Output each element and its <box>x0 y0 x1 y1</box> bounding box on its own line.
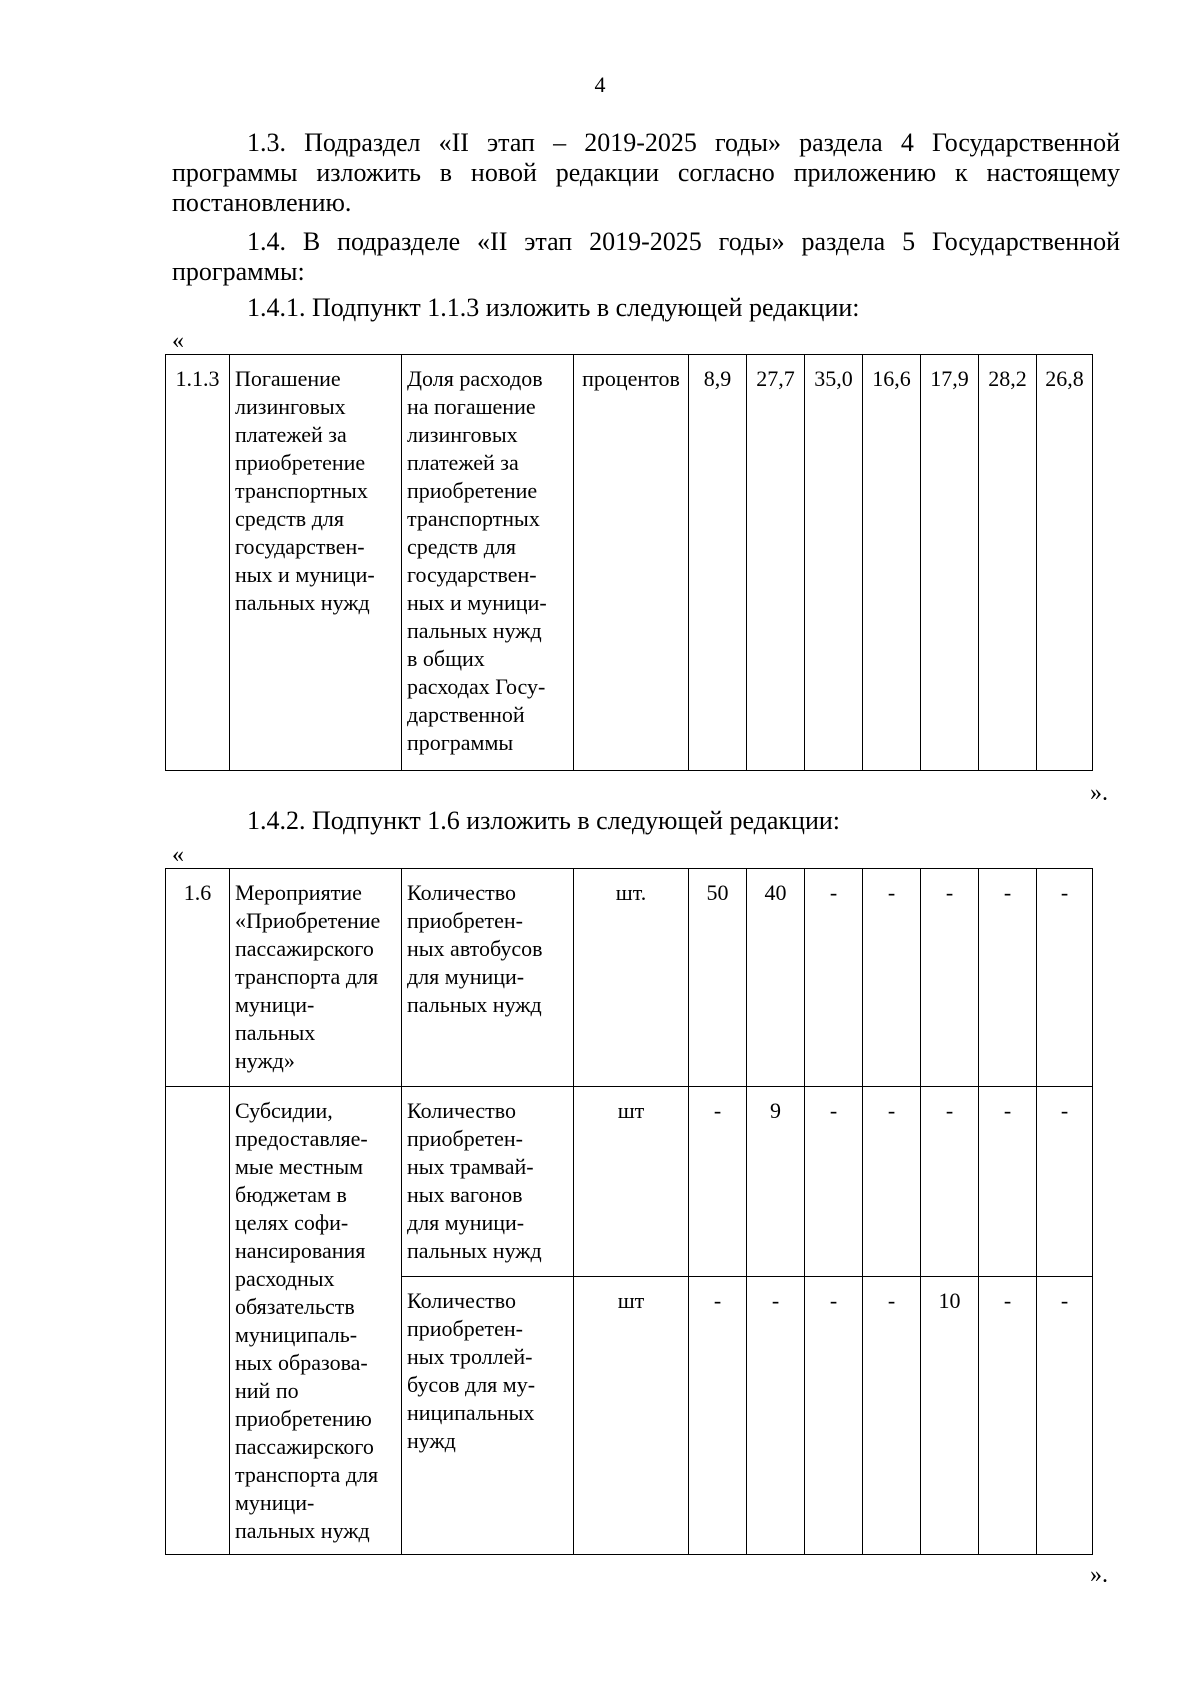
closing-quote-2: ». <box>1090 1562 1108 1588</box>
paragraph-1-4-2: 1.4.2. Подпункт 1.6 изложить в следующей редакции: <box>247 806 841 835</box>
value-cell: - <box>689 1277 747 1555</box>
table-row <box>166 355 1093 771</box>
unit: процентов <box>574 355 689 771</box>
value-cell: - <box>1037 869 1093 1087</box>
value-cell: - <box>805 869 863 1087</box>
value-cell: 8,9 <box>689 355 747 771</box>
value-cell: - <box>805 1087 863 1277</box>
value-cell: - <box>863 1087 921 1277</box>
paragraph-1-3: 1.3. Подраздел «II этап – 2019-2025 годы» раздела 4 Государственной программы изложить в новой редакции согласно приложению к настоящему постановлению. <box>172 128 1120 217</box>
indicator-name: Количество приобретен- ных троллей- бусов для му- ниципальных нужд <box>407 1288 536 1453</box>
table-row <box>166 1087 1093 1277</box>
value-cell: - <box>747 1277 805 1555</box>
value-cell: 17,9 <box>921 355 979 771</box>
indicator-name: Количество приобретен- ных автобусов для муници- пальных нужд <box>407 880 543 1017</box>
measure-name: Субсидии, предоставляе- мые местным бюджетам в целях софи- нансирования расходных обязательств муниципаль- ных образова- ний по приобретению пассажирского транспорта для муници- пальных нужд <box>235 1098 379 1543</box>
table-row <box>166 869 1093 1087</box>
value-cell: - <box>921 869 979 1087</box>
value-cell: - <box>863 1277 921 1555</box>
value-cell: - <box>1037 1277 1093 1555</box>
paragraph-1-4-1: 1.4.1. Подпункт 1.1.3 изложить в следующей редакции: <box>247 293 860 322</box>
value-cell: 10 <box>921 1277 979 1555</box>
value-cell: - <box>805 1277 863 1555</box>
paragraph-1-4: 1.4. В подразделе «II этап 2019-2025 годы» раздела 5 Государственной программы: <box>172 227 1120 286</box>
indicator-name: Количество приобретен- ных трамвай- ных вагонов для муници- пальных нужд <box>407 1098 542 1263</box>
value-cell: - <box>1037 1087 1093 1277</box>
measure-name: Мероприятие «Приобретение пассажирского транспорта для муници- пальных нужд» <box>235 880 381 1073</box>
value-cell: 9 <box>747 1087 805 1277</box>
value-cell: 35,0 <box>805 355 863 771</box>
closing-quote-1: ». <box>1090 780 1108 806</box>
value-cell: 28,2 <box>979 355 1037 771</box>
unit: шт. <box>574 869 689 1087</box>
opening-quote-2: « <box>172 842 184 868</box>
table-subitem-1-1-3 <box>165 354 1093 771</box>
opening-quote-1: « <box>172 328 184 354</box>
value-cell: 26,8 <box>1037 355 1093 771</box>
measure-name: Погашение лизинговых платежей за приобретение транспортных средств для государствен- ных и муници- пальных нужд <box>235 366 375 615</box>
table-subitem-1-6 <box>165 868 1093 1555</box>
indicator-name: Доля расходов на погашение лизинговых платежей за приобретение транспортных средств для государствен- ных и муници- пальных нужд в общих расходах Госу- дарственной программы <box>407 366 547 755</box>
value-cell: - <box>979 1087 1037 1277</box>
page-number: 4 <box>594 72 606 97</box>
row-code: 1.6 <box>166 869 230 1087</box>
row-code <box>166 1087 230 1555</box>
value-cell: - <box>689 1087 747 1277</box>
unit: шт <box>574 1277 689 1555</box>
value-cell: 50 <box>689 869 747 1087</box>
value-cell: 16,6 <box>863 355 921 771</box>
unit: шт <box>574 1087 689 1277</box>
value-cell: 40 <box>747 869 805 1087</box>
value-cell: - <box>863 869 921 1087</box>
value-cell: - <box>979 1277 1037 1555</box>
value-cell: - <box>921 1087 979 1277</box>
row-code: 1.1.3 <box>166 355 230 771</box>
value-cell: 27,7 <box>747 355 805 771</box>
value-cell: - <box>979 869 1037 1087</box>
